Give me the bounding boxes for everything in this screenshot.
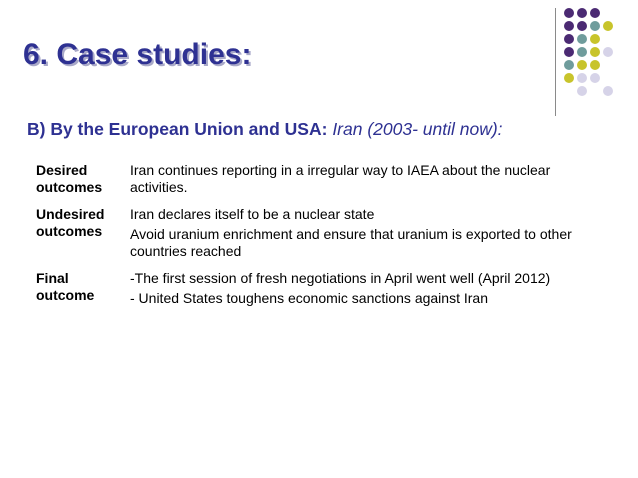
dot	[590, 47, 600, 57]
dot	[577, 8, 587, 18]
outcomes-list	[36, 162, 596, 317]
dot	[603, 21, 613, 31]
dot	[564, 34, 574, 44]
dot	[603, 47, 613, 57]
outcome-content	[130, 206, 596, 263]
outcome-label: Final outcome	[36, 270, 95, 303]
section-subtitle	[27, 119, 503, 140]
outcome-line: Avoid uranium enrichment and ensure that uranium is exported to other countries reached	[130, 226, 572, 259]
dot	[564, 8, 574, 18]
outcome-line: Iran continues reporting in a irregular way to IAEA about the nuclear activities.	[130, 162, 551, 195]
dot	[577, 21, 587, 31]
dot	[564, 21, 574, 31]
dot	[577, 73, 587, 83]
dot	[590, 60, 600, 70]
outcome-label: Desired outcomes	[36, 162, 103, 195]
dot	[590, 8, 600, 18]
dot	[564, 47, 574, 57]
subtitle-bold: B) By the European Union and USA:	[27, 119, 328, 139]
dot	[577, 60, 587, 70]
dot	[603, 86, 613, 96]
dot	[590, 73, 600, 83]
vertical-divider	[555, 8, 556, 116]
dot	[577, 34, 587, 44]
outcome-row-final	[36, 270, 596, 310]
outcome-label: Undesired outcomes	[36, 206, 105, 239]
slide-title: 6. Case studies:	[23, 38, 252, 71]
outcome-line: - United States toughens economic sanctions against Iran	[130, 290, 488, 306]
outcome-row-desired	[36, 162, 596, 199]
outcome-line: Iran declares itself to be a nuclear state	[130, 206, 375, 222]
outcome-row-undesired	[36, 206, 596, 263]
outcome-content	[130, 162, 596, 199]
dot	[590, 34, 600, 44]
dot	[577, 86, 587, 96]
dot	[577, 47, 587, 57]
dot	[590, 21, 600, 31]
outcome-content	[130, 270, 596, 310]
outcome-line: -The first session of fresh negotiations in April went well (April 2012)	[130, 270, 551, 286]
dot	[564, 73, 574, 83]
dot	[564, 60, 574, 70]
subtitle-italic: Iran (2003- until now):	[332, 119, 503, 139]
